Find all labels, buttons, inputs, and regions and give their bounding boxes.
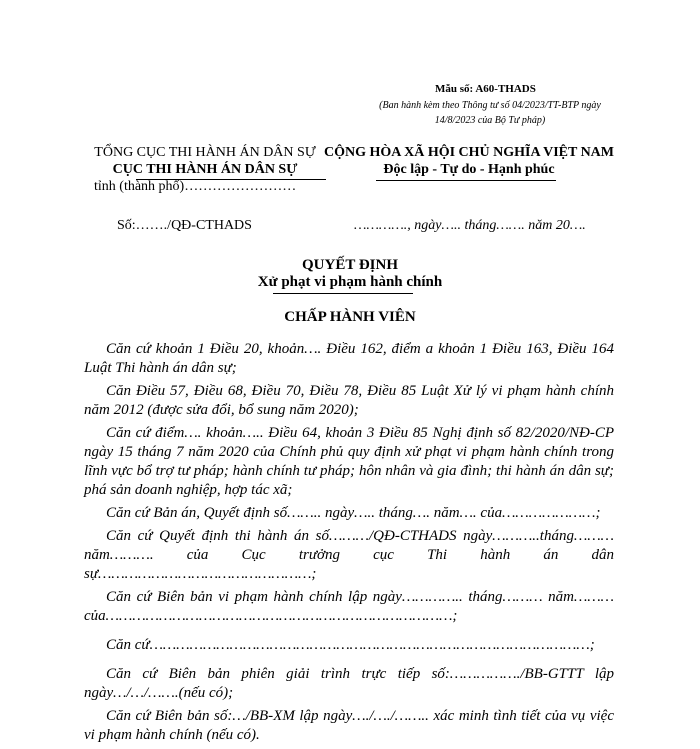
document-number: Số:……./QĐ-CTHADS [117, 218, 252, 233]
agency-underline [136, 179, 326, 180]
legal-basis-paragraph: Căn cứ Biên bản số:…/BB-XM lập ngày…./…./…….. xác minh tình tiết của vụ việc vi phạm hành chính (nếu có). [84, 708, 614, 743]
form-code: Mẫu số: A60-THADS [435, 83, 536, 95]
national-title: CỘNG HÒA XÃ HỘI CHỦ NGHĨA VIỆT NAM [323, 145, 614, 160]
legal-basis-paragraph: Căn cứ Biên bản phiên giải trình trực tiếp số:……………./BB-GTTT lập ngày…/…/…….(nếu có); [84, 666, 614, 701]
legal-basis-paragraph: Căn cứ Biên bản vi phạm hành chính lập ngày………….. tháng……… năm……… của……………………………………………………………………; [84, 589, 614, 624]
issuing-agency-block [60, 144, 350, 195]
form-issued-note: (Ban hành kèm theo Thông tư số 04/2023/TT-BTP ngày 14/8/2023 của Bộ Tư pháp) [379, 100, 601, 126]
legal-basis-paragraph: Căn cứ Quyết định thi hành án số………/QĐ-CTHADS ngày………..tháng……… năm………. của Cục trưởng cục Thi hành án dân sự…………………………………………; [84, 528, 614, 582]
legal-basis-paragraph: Căn cứ điểm…. khoản….. Điều 64, khoản 3 Điều 85 Nghị định số 82/2020/NĐ-CP ngày 15 tháng 7 năm 2020 của Chính phủ quy định xử phạt vi phạm hành chính trong lĩnh vực bổ trợ tư pháp; hành chính tư pháp; hôn nhân và gia đình; thi hành án dân sự; phá sản doanh nghiệp, hợp tác xã; [84, 425, 614, 498]
national-motto: Độc lập - Tự do - Hạnh phúc [383, 162, 555, 177]
legal-basis-paragraph: Căn Điều 57, Điều 68, Điều 70, Điều 78, Điều 85 Luật Xử lý vi phạm hành chính năm 2012 (được sửa đổi, bổ sung năm 2020); [84, 383, 614, 418]
legal-basis-paragraph: Căn cứ………………………………………………………………………………………; [106, 637, 595, 653]
motto-underline [376, 180, 556, 181]
legal-basis-paragraph: Căn cứ khoản 1 Điều 20, khoản…. Điều 162, điểm a khoản 1 Điều 163, Điều 164 Luật Thi hành án dân sự; [84, 341, 614, 376]
document-subtitle: Xử phạt vi phạm hành chính [257, 274, 443, 290]
document-date: …………., ngày….. tháng……. năm 20…. [354, 218, 586, 233]
legal-basis-section [84, 340, 614, 749]
subtitle-underline [273, 293, 413, 294]
agency-line-1: TỔNG CỤC THI HÀNH ÁN DÂN SỰ [94, 145, 316, 160]
legal-basis-paragraph: Căn cứ Bản án, Quyết định số…….. ngày….. tháng…. năm…. của…………………; [106, 505, 601, 521]
document-title: QUYẾT ĐỊNH [302, 257, 398, 273]
agency-line-3: tỉnh (thành phố)…………………… [94, 179, 297, 194]
issuer-role: CHẤP HÀNH VIÊN [284, 309, 416, 325]
agency-line-2: CỤC THI HÀNH ÁN DÂN SỰ [112, 162, 298, 177]
national-motto-block [316, 144, 622, 178]
